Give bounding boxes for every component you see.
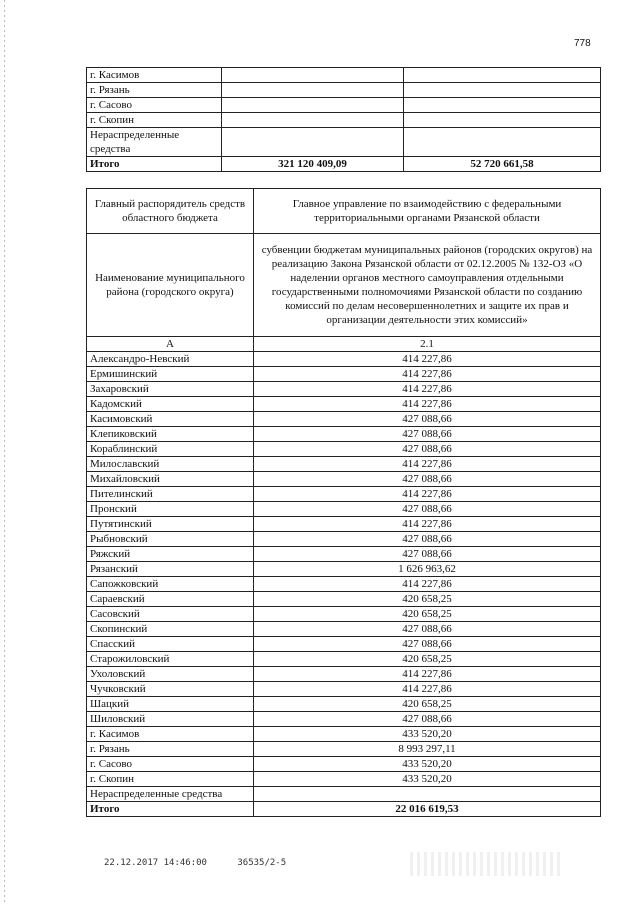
subvention-value: 414 227,86 (254, 397, 601, 412)
subvention-value: 427 088,66 (254, 622, 601, 637)
district-name: Клепиковский (87, 427, 254, 442)
table-row (87, 502, 601, 517)
district-name: Путятинский (87, 517, 254, 532)
subvention-value: 427 088,66 (254, 427, 601, 442)
table-row (87, 577, 601, 592)
table-row (87, 592, 601, 607)
table-row (87, 682, 601, 697)
table-row (87, 68, 601, 83)
row-value-1 (222, 113, 404, 128)
row-value-2 (404, 68, 601, 83)
subvention-value (254, 787, 601, 802)
header-distributor-label: Главный распорядитель средств областного бюджета (87, 189, 254, 234)
subvention-value: 433 520,20 (254, 757, 601, 772)
row-value-1 (222, 83, 404, 98)
table-row (87, 637, 601, 652)
table-row (87, 652, 601, 667)
district-name: Михайловский (87, 472, 254, 487)
district-name: Скопинский (87, 622, 254, 637)
table-row (87, 757, 601, 772)
row-value-2 (404, 128, 601, 157)
subvention-value: 414 227,86 (254, 517, 601, 532)
district-name: Сараевский (87, 592, 254, 607)
table-header-row (87, 189, 601, 234)
district-name: Захаровский (87, 382, 254, 397)
district-name: г. Сасово (87, 757, 254, 772)
column-index-a: А (87, 337, 254, 352)
table-row (87, 547, 601, 562)
table-row (87, 397, 601, 412)
column-index-2-1: 2.1 (254, 337, 601, 352)
district-name: Ермишинский (87, 367, 254, 382)
district-name: Пронский (87, 502, 254, 517)
subvention-value: 427 088,66 (254, 412, 601, 427)
table-row (87, 787, 601, 802)
district-name: г. Скопин (87, 772, 254, 787)
table-row (87, 487, 601, 502)
table-row (87, 457, 601, 472)
subvention-value: 427 088,66 (254, 712, 601, 727)
table-row (87, 113, 601, 128)
footer-doc-id: 36535/2-5 (237, 858, 287, 868)
table-row (87, 427, 601, 442)
subvention-value: 414 227,86 (254, 667, 601, 682)
column-index-row (87, 337, 601, 352)
table-row (87, 352, 601, 367)
budget-table-continued (86, 67, 601, 172)
subvention-value: 414 227,86 (254, 352, 601, 367)
subvention-value: 414 227,86 (254, 577, 601, 592)
subvention-value: 420 658,25 (254, 607, 601, 622)
table-row (87, 712, 601, 727)
row-name: г. Скопин (87, 113, 222, 128)
table-row (87, 607, 601, 622)
total-value: 22 016 619,53 (254, 802, 601, 817)
district-name: Александро-Невский (87, 352, 254, 367)
total-label: Итого (87, 157, 222, 172)
subvention-value: 420 658,25 (254, 652, 601, 667)
district-name: Кораблинский (87, 442, 254, 457)
row-value-1 (222, 68, 404, 83)
district-name: Рыбновский (87, 532, 254, 547)
district-name: Пителинский (87, 487, 254, 502)
district-name: Рязанский (87, 562, 254, 577)
table-row (87, 742, 601, 757)
row-name: г. Сасово (87, 98, 222, 113)
faded-stamp (410, 852, 560, 876)
total-label: Итого (87, 802, 254, 817)
table-row (87, 622, 601, 637)
table-row (87, 83, 601, 98)
district-name: Нераспределенные средства (87, 787, 254, 802)
table-row (87, 367, 601, 382)
table-row (87, 667, 601, 682)
table-row (87, 517, 601, 532)
column-header-district: Наименование муниципального района (городского округа) (87, 234, 254, 337)
subvention-value: 420 658,25 (254, 592, 601, 607)
district-name: Сапожковский (87, 577, 254, 592)
subvention-value: 427 088,66 (254, 472, 601, 487)
row-name: г. Касимов (87, 68, 222, 83)
subvention-value: 427 088,66 (254, 442, 601, 457)
row-value-2 (404, 83, 601, 98)
table-row (87, 727, 601, 742)
district-name: Кадомский (87, 397, 254, 412)
row-value-2 (404, 113, 601, 128)
district-name: Ухоловский (87, 667, 254, 682)
total-value-2: 52 720 661,58 (404, 157, 601, 172)
page-number: 778 (574, 38, 591, 49)
table-row (87, 472, 601, 487)
table-row (87, 697, 601, 712)
subvention-value: 414 227,86 (254, 367, 601, 382)
row-value-2 (404, 98, 601, 113)
footer-datetime: 22.12.2017 14:46:00 (104, 858, 207, 868)
district-name: г. Касимов (87, 727, 254, 742)
subvention-value: 433 520,20 (254, 772, 601, 787)
subvention-value: 427 088,66 (254, 547, 601, 562)
subvention-value: 414 227,86 (254, 487, 601, 502)
footer (104, 858, 311, 868)
subvention-value: 1 626 963,62 (254, 562, 601, 577)
table-row (87, 562, 601, 577)
district-name: г. Рязань (87, 742, 254, 757)
table-row (87, 412, 601, 427)
scan-margin-line (4, 0, 5, 905)
total-row (87, 802, 601, 817)
district-name: Шацкий (87, 697, 254, 712)
subvention-table (86, 188, 601, 817)
subvention-value: 8 993 297,11 (254, 742, 601, 757)
subvention-value: 427 088,66 (254, 637, 601, 652)
row-value-1 (222, 98, 404, 113)
subvention-value: 433 520,20 (254, 727, 601, 742)
table-row (87, 98, 601, 113)
table-row (87, 382, 601, 397)
district-name: Спасский (87, 637, 254, 652)
subvention-value: 420 658,25 (254, 697, 601, 712)
district-name: Старожиловский (87, 652, 254, 667)
district-name: Сасовский (87, 607, 254, 622)
subvention-value: 427 088,66 (254, 532, 601, 547)
table-row (87, 532, 601, 547)
header-distributor-value: Главное управление по взаимодействию с федеральными территориальными органами Рязанской области (254, 189, 601, 234)
table-row (87, 128, 601, 157)
district-name: Шиловский (87, 712, 254, 727)
row-name: г. Рязань (87, 83, 222, 98)
row-value-1 (222, 128, 404, 157)
row-name: Нераспределенные средства (87, 128, 222, 157)
district-name: Касимовский (87, 412, 254, 427)
table-row (87, 442, 601, 457)
subvention-value: 427 088,66 (254, 502, 601, 517)
subvention-value: 414 227,86 (254, 457, 601, 472)
column-header-subvention: субвенции бюджетам муниципальных районов (городских округов) на реализацию Закона Рязанской области от 02.12.2005 № 132-ОЗ «О наделении органов местного самоуправления отдельными государственными полномочиями Рязанской области по созданию комиссий по делам несовершеннолетних и защите их прав и организации деятельности этих комиссий» (254, 234, 601, 337)
subvention-value: 414 227,86 (254, 382, 601, 397)
total-row (87, 157, 601, 172)
table-column-header-row (87, 234, 601, 337)
district-name: Чучковский (87, 682, 254, 697)
subvention-value: 414 227,86 (254, 682, 601, 697)
district-name: Ряжский (87, 547, 254, 562)
district-name: Милославский (87, 457, 254, 472)
total-value-1: 321 120 409,09 (222, 157, 404, 172)
table-row (87, 772, 601, 787)
